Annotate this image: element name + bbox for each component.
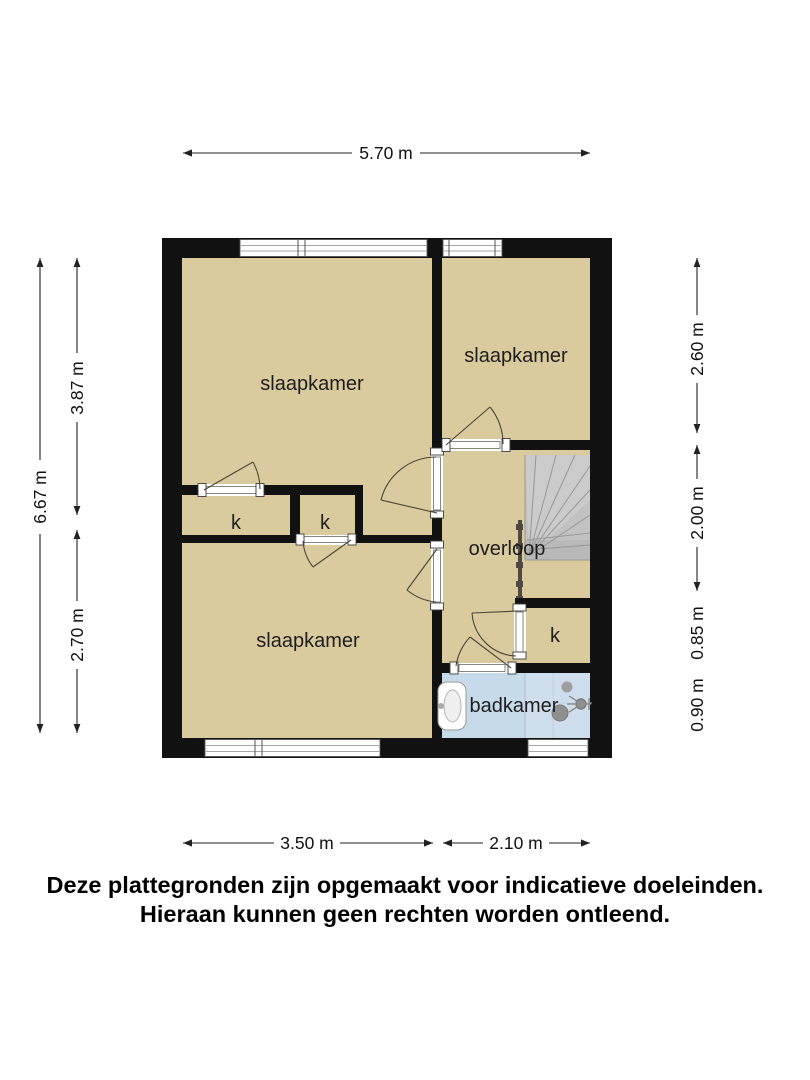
washbasin	[438, 682, 466, 730]
stairs-handrail	[518, 520, 522, 602]
wall-closet-separator	[290, 495, 300, 535]
dim-right-upper	[687, 258, 707, 433]
label-kast-2: k	[320, 512, 330, 534]
dim-left-upper	[67, 258, 87, 515]
handrail-baluster	[516, 562, 523, 568]
label-kast-3: k	[550, 625, 560, 647]
dim-label-right-closet: 0.85 m	[687, 606, 707, 660]
label-badkamer: badkamer	[469, 695, 559, 717]
wall-left	[162, 238, 182, 758]
disclaimer-text	[0, 871, 810, 929]
disclaimer-line-2: Hieraan kunnen geen rechten worden ontleend.	[139, 901, 671, 927]
label-slaapkamer-top-left: slaapkamer	[260, 373, 364, 395]
disclaimer-line-1: Deze plattegronden zijn opgemaakt voor indicatieve doeleinden.	[46, 872, 764, 898]
window-bottom-left	[205, 740, 380, 757]
dim-label-bottom-right: 2.10 m	[489, 833, 543, 853]
dim-label-left-lower: 2.70 m	[67, 608, 87, 662]
dim-label-right-bath: 0.90 m	[687, 678, 707, 732]
dim-top	[183, 143, 590, 163]
wall-central-upper	[432, 258, 442, 452]
dim-label-right-upper: 2.60 m	[687, 322, 707, 376]
dim-left-lower	[67, 530, 87, 733]
label-slaapkamer-top-right: slaapkamer	[464, 345, 568, 367]
dim-label-bottom-left: 3.50 m	[280, 833, 334, 853]
label-slaapkamer-bottom: slaapkamer	[256, 630, 360, 652]
shower-control-knob	[562, 682, 573, 693]
window-top-large	[240, 240, 427, 257]
dim-label-right-middle: 2.00 m	[687, 486, 707, 540]
dim-label-top: 5.70 m	[359, 143, 413, 163]
wall-central-lower	[432, 603, 442, 758]
dim-bottom-right	[443, 833, 590, 853]
window-top-right	[443, 240, 502, 257]
dim-label-left-total: 6.67 m	[30, 470, 50, 524]
dim-left-total	[30, 258, 50, 733]
dim-right-middle	[687, 445, 707, 591]
wall-closet3-top	[515, 598, 592, 608]
dim-bottom-left	[183, 833, 433, 853]
handrail-baluster	[516, 581, 523, 587]
dim-label-left-upper: 3.87 m	[67, 361, 87, 415]
label-overloop: overloop	[468, 538, 546, 560]
handrail-baluster	[516, 524, 523, 530]
label-kast-1: k	[231, 512, 241, 534]
window-badkamer	[528, 740, 588, 757]
wall-right	[590, 238, 612, 758]
